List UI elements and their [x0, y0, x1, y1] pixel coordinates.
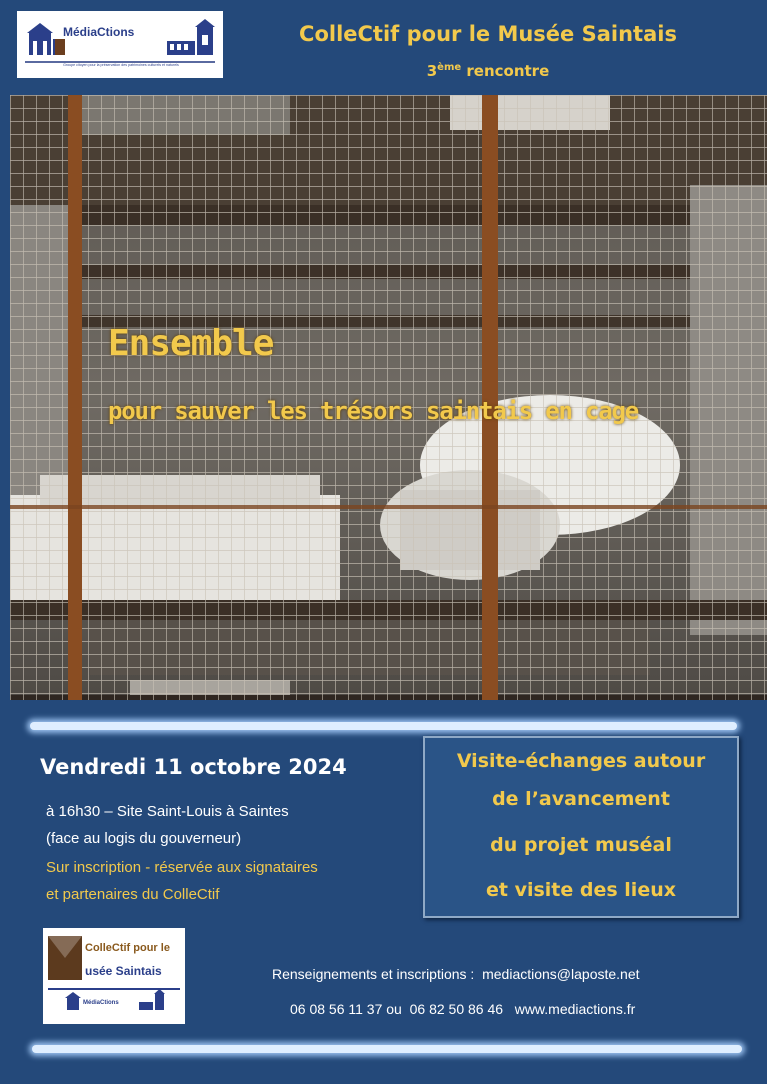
meeting-superscript: ème: [437, 62, 462, 73]
meeting-word: rencontre: [466, 62, 550, 80]
event-registration-2: et partenaires du ColleCtif: [46, 886, 220, 903]
event-date: Vendredi 11 octobre 2024: [40, 755, 347, 779]
divider-top: [30, 722, 737, 730]
logo-brand-text: MédiaCtions: [63, 25, 135, 39]
hero-subheadline: pour sauver les trésors saintais en cage: [108, 397, 638, 425]
visit-info-box: [423, 736, 739, 918]
logo-tagline: Groupe citoyen pour la préservation des patrimoines culturels et naturels: [63, 63, 179, 67]
event-registration-1: Sur inscription - réservée aux signataires: [46, 859, 318, 876]
hero-photo: [10, 95, 767, 700]
page-title: ColleCtif pour le Musée Saintais: [299, 22, 677, 46]
divider-bottom: [32, 1045, 742, 1053]
meeting-number: 3: [426, 62, 438, 80]
contact-line-2: 06 08 56 11 37 ou 06 82 50 86 46 www.mediactions.fr: [290, 1001, 636, 1017]
visit-line-2: de l’avancement: [492, 788, 670, 810]
event-time-place: à 16h30 – Site Saint-Louis à Saintes: [46, 803, 289, 820]
visit-line-4: et visite des lieux: [486, 879, 676, 901]
visit-line-3: du projet muséal: [490, 834, 672, 856]
collectif-logo-line1: ColleCtif pour le: [85, 942, 170, 954]
collectif-logo-brand: MédiaCtions: [83, 1000, 119, 1006]
meeting-subtitle: [238, 62, 738, 80]
visit-line-1: Visite-échanges autour: [456, 750, 706, 772]
event-landmark: (face au logis du gouverneur): [46, 830, 242, 847]
hero-headline: Ensemble: [108, 323, 274, 364]
collectif-logo: [43, 928, 185, 1024]
mediactions-logo: [17, 11, 223, 78]
contact-line-1: Renseignements et inscriptions : mediactions@laposte.net: [272, 966, 640, 982]
collectif-logo-line2: usée Saintais: [85, 964, 162, 978]
